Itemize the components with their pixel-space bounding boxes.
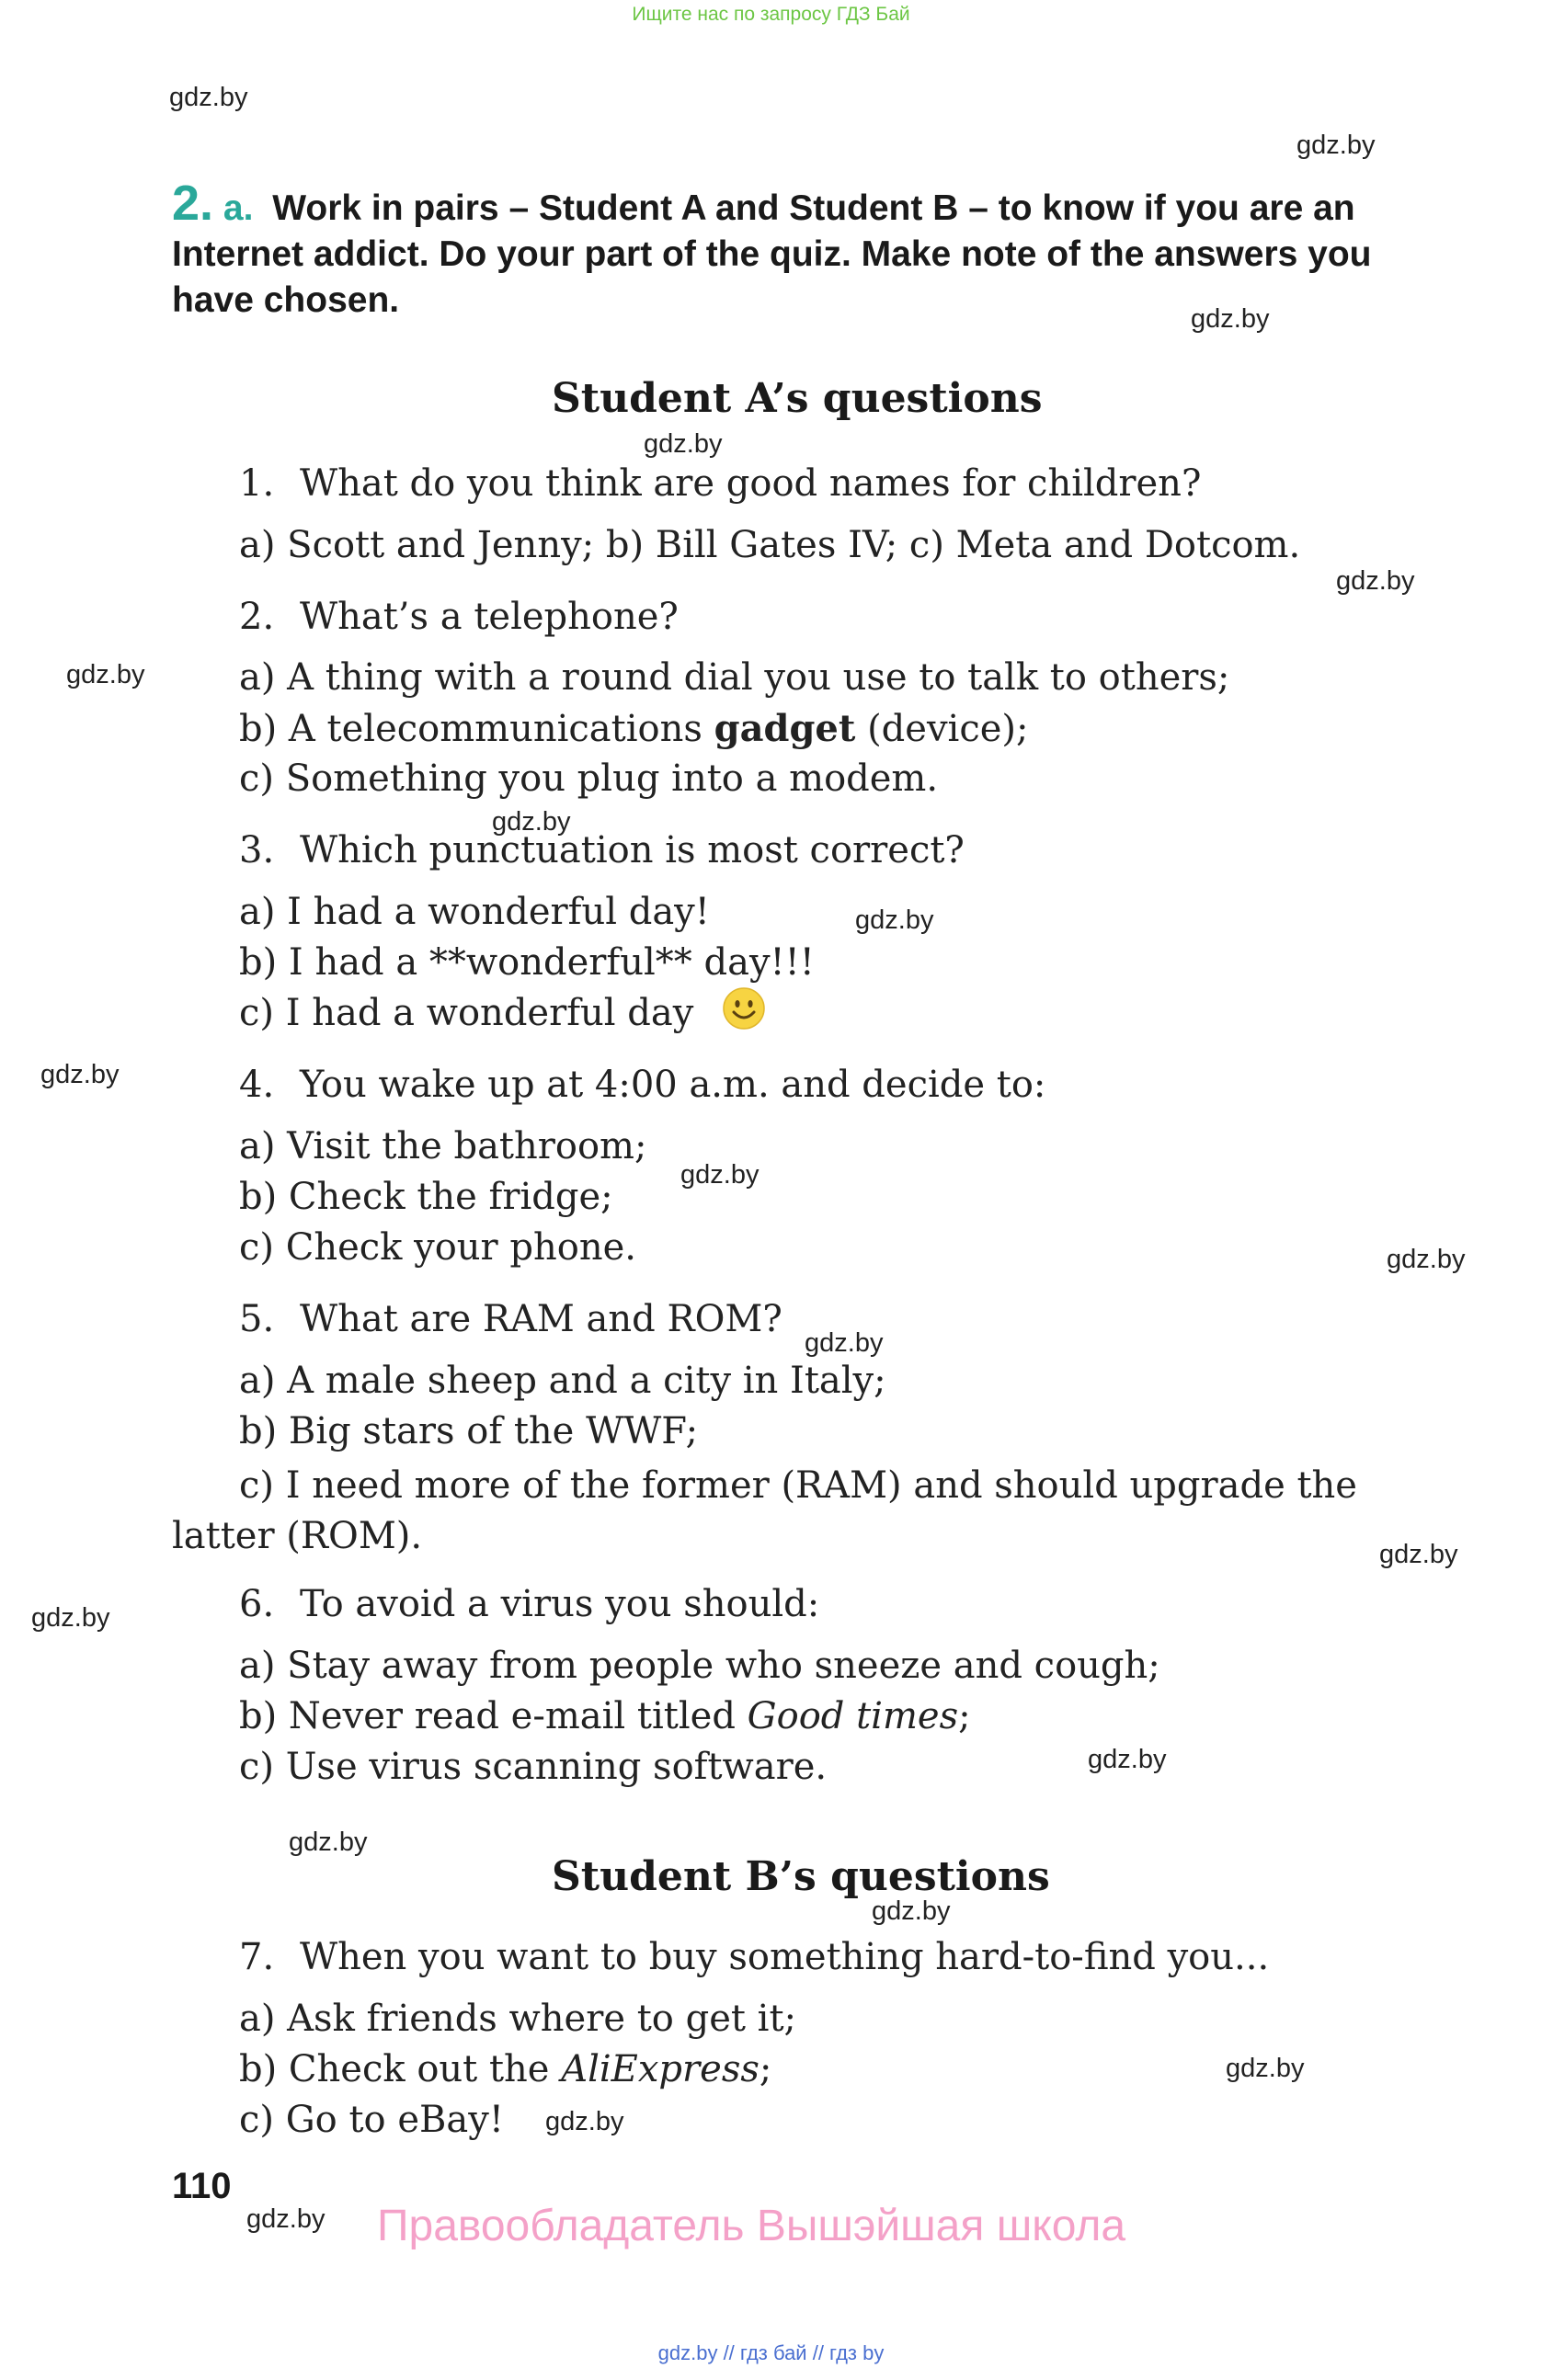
watermark: gdz.by	[246, 2204, 326, 2234]
question-1-answers: a) Scott and Jenny; b) Bill Gates IV; c) Meta and Dotcom.	[239, 524, 1301, 566]
watermark: gdz.by	[169, 83, 248, 112]
watermark: gdz.by	[1088, 1745, 1167, 1774]
answer-4a: a) Visit the bathroom;	[239, 1125, 647, 1167]
watermark: gdz.by	[545, 2107, 624, 2136]
question-1: 1. What do you think are good names for children?	[239, 462, 1202, 505]
answer-3c: c) I had a wonderful day	[239, 992, 766, 1040]
answer-6c: c) Use virus scanning software.	[239, 1746, 828, 1788]
watermark: gdz.by	[66, 660, 145, 689]
answer-7c: c) Go to eBay!	[239, 2099, 504, 2141]
watermark: gdz.by	[40, 1060, 120, 1089]
question-3: 3. Which punctuation is most correct?	[239, 829, 965, 871]
watermark: gdz.by	[855, 905, 934, 935]
page-number: 110	[172, 2166, 232, 2206]
section-a-title: Student A’s questions	[552, 375, 1043, 422]
watermark: gdz.by	[1387, 1245, 1466, 1274]
watermark: gdz.by	[644, 429, 723, 459]
answer-6b: b) Never read e-mail titled Good times;	[239, 1695, 971, 1737]
question-4: 4. You wake up at 4:00 a.m. and decide to:	[239, 1064, 1046, 1106]
smiley-face-icon	[722, 986, 766, 1040]
answer-4c: c) Check your phone.	[239, 1226, 636, 1269]
question-5: 5. What are RAM and ROM?	[239, 1298, 782, 1340]
answer-2a: a) A thing with a round dial you use to talk to others;	[239, 656, 1230, 699]
answer-3a: a) I had a wonderful day!	[239, 891, 710, 933]
watermark: gdz.by	[31, 1603, 110, 1633]
question-2: 2. What’s a telephone?	[239, 596, 679, 638]
watermark: gdz.by	[289, 1828, 368, 1857]
task-text: Work in pairs – Student A and Student B – to know if you are an Internet addict. Do your part of the quiz. Make note of the answers you have chosen.	[172, 188, 1372, 320]
answer-5a: a) A male sheep and a city in Italy;	[239, 1360, 886, 1402]
task-letter: a.	[223, 188, 254, 228]
watermark: gdz.by	[492, 807, 571, 837]
answer-2b: b) A telecommunications gadget (device);	[239, 707, 1029, 750]
section-b-title: Student B’s questions	[552, 1853, 1050, 1900]
answer-7a: a) Ask friends where to get it;	[239, 1998, 796, 2040]
task-instruction	[172, 176, 1413, 324]
top-search-note: Ищите нас по запросу ГДЗ Бай	[632, 4, 910, 25]
rights-holder-stamp: Правообладатель Вышэйшая школа	[377, 2202, 1126, 2250]
watermark: gdz.by	[872, 1896, 951, 1926]
watermark: gdz.by	[1336, 566, 1415, 596]
watermark: gdz.by	[1191, 304, 1270, 334]
answer-5b: b) Big stars of the WWF;	[239, 1410, 699, 1452]
watermark: gdz.by	[680, 1160, 760, 1190]
answer-6a: a) Stay away from people who sneeze and cough;	[239, 1645, 1160, 1687]
watermark: gdz.by	[1226, 2054, 1305, 2083]
answer-2c: c) Something you plug into a modem.	[239, 757, 939, 800]
watermark: gdz.by	[805, 1328, 884, 1358]
question-6: 6. To avoid a virus you should:	[239, 1583, 820, 1625]
watermark: gdz.by	[1379, 1540, 1458, 1569]
question-7: 7. When you want to buy something hard-to-find you...	[239, 1936, 1270, 1978]
answer-7b: b) Check out the AliExpress;	[239, 2048, 772, 2090]
answer-3b: b) I had a **wonderful** day!!!	[239, 941, 815, 984]
footer-links: gdz.by // гдз бай // гдз by	[657, 2341, 885, 2364]
answer-5c: c) I need more of the former (RAM) and should upgrade the latter (ROM).	[172, 1464, 1357, 1557]
answer-4b: b) Check the fridge;	[239, 1176, 613, 1218]
task-number: 2.	[172, 176, 214, 231]
watermark: gdz.by	[1296, 131, 1376, 160]
